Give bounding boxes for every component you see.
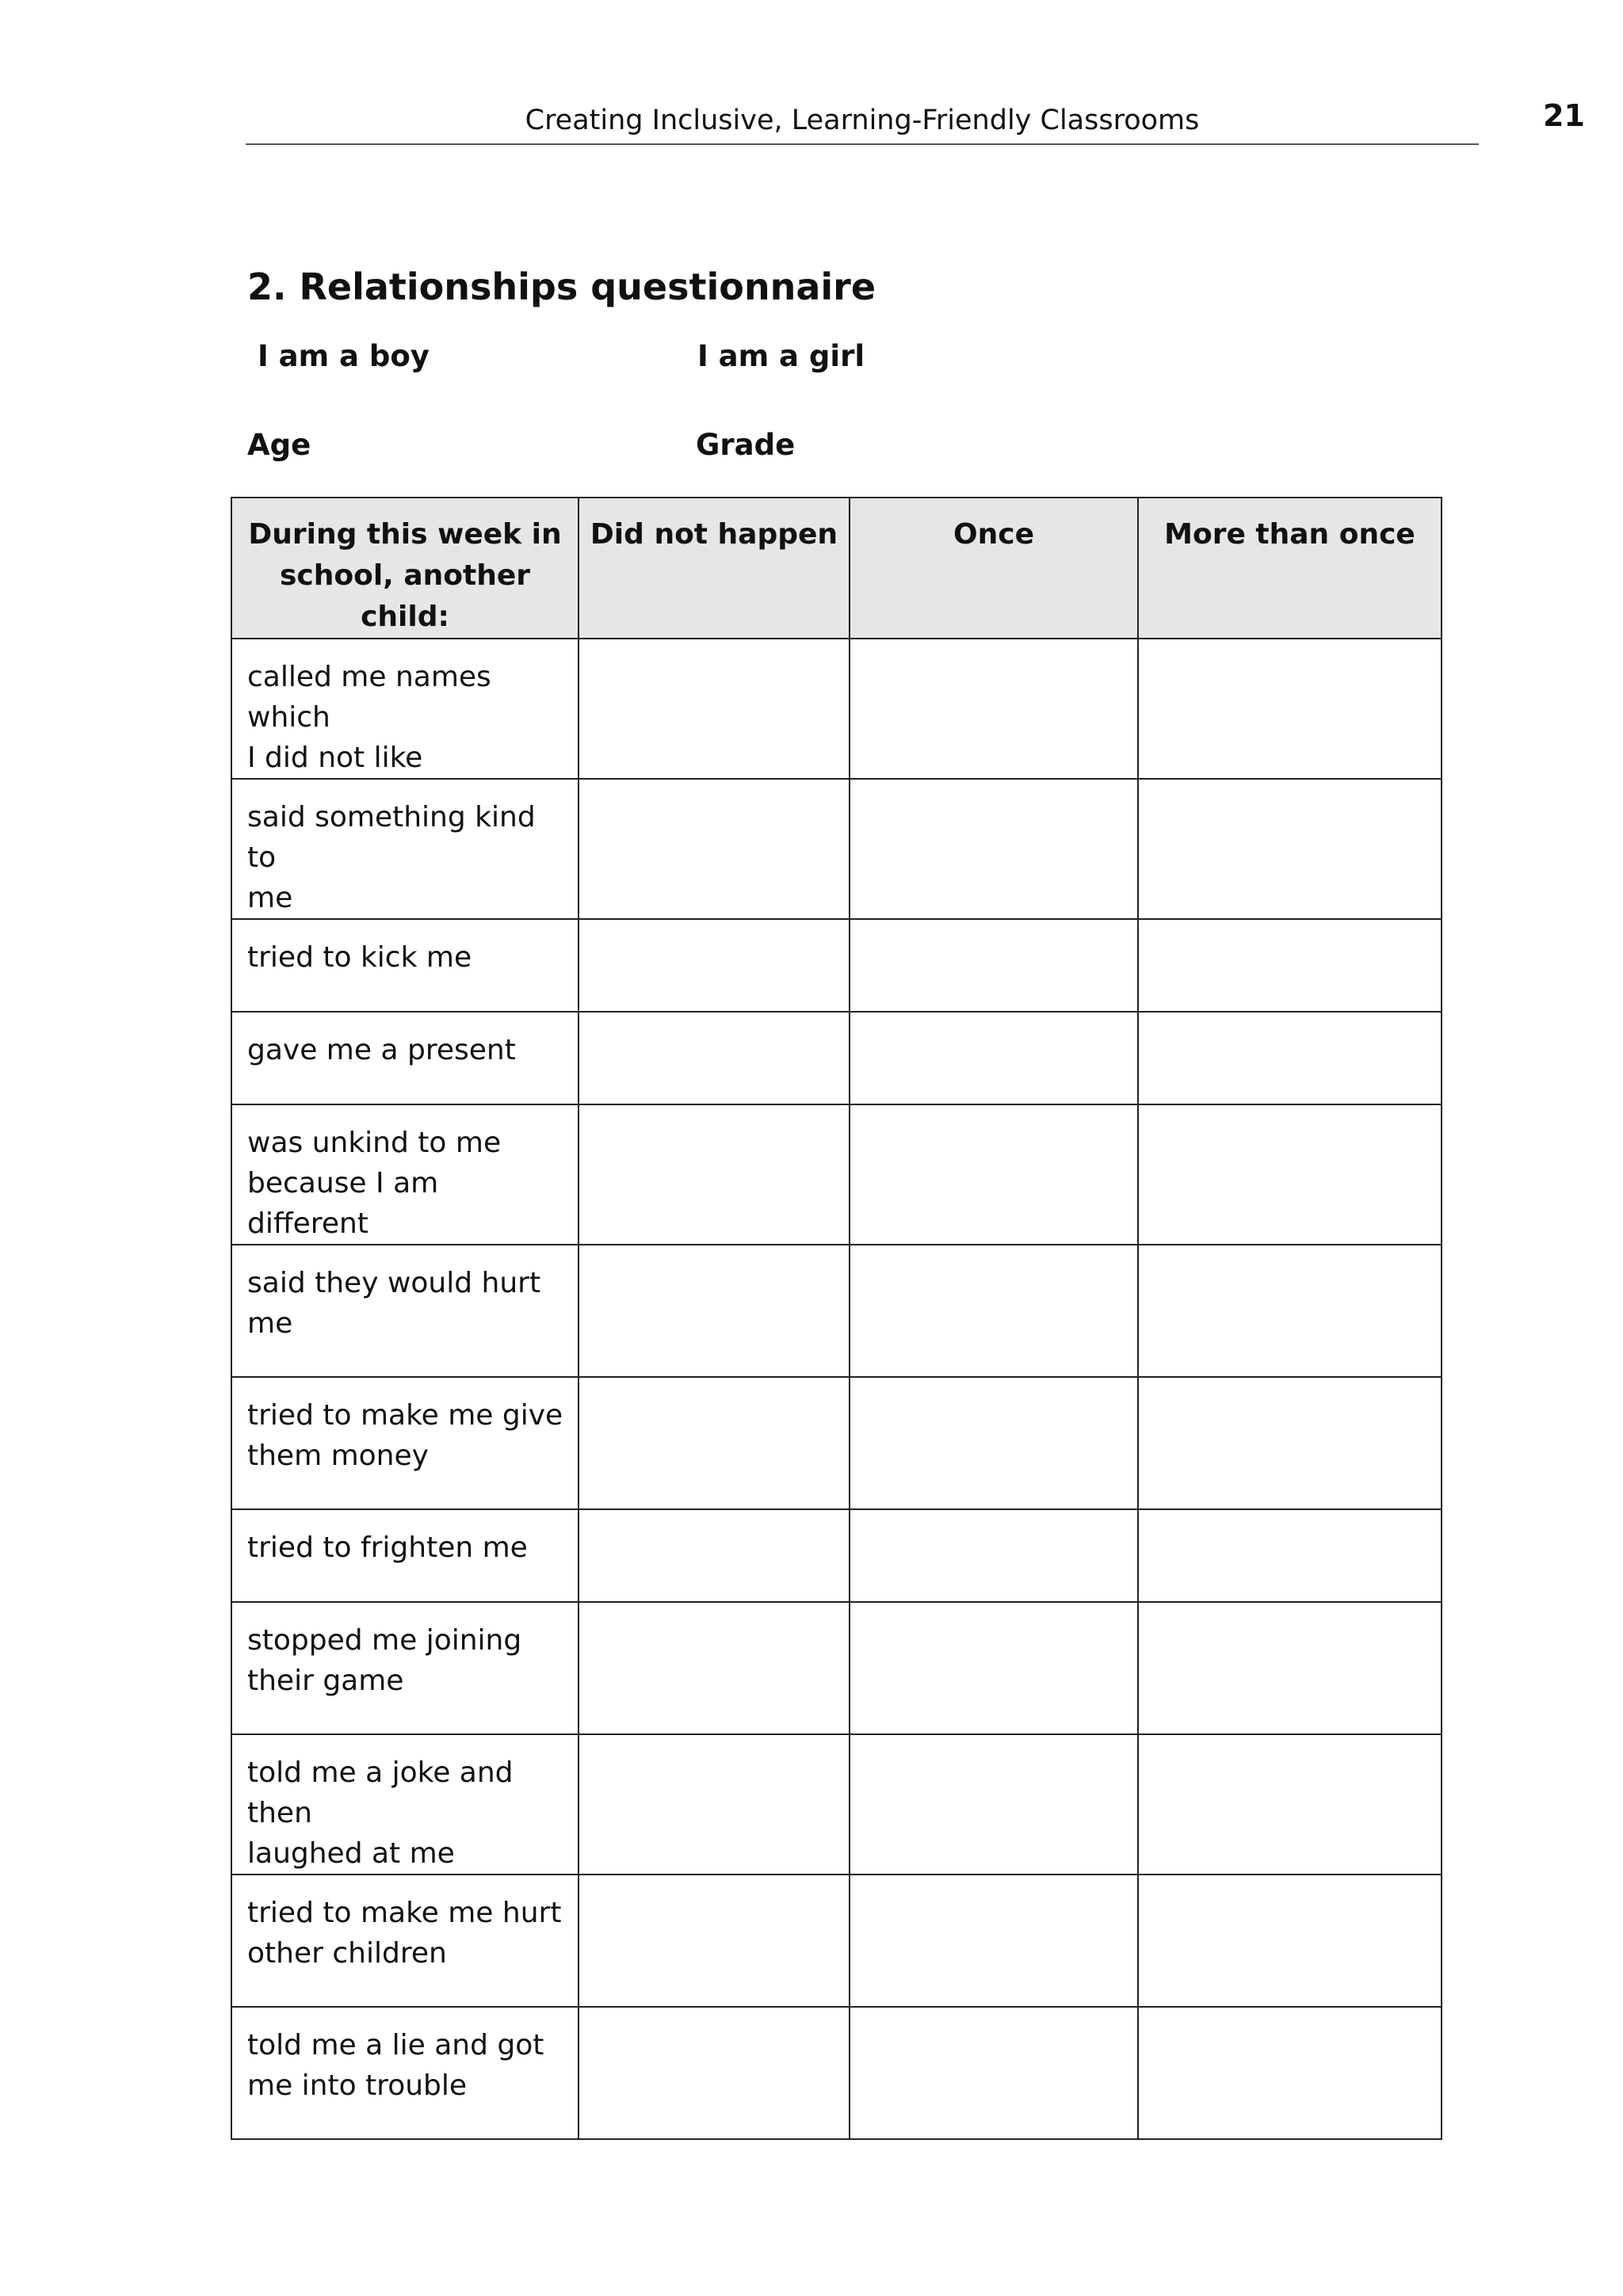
answer-cell-more-than-once[interactable] xyxy=(1138,1104,1442,1245)
answer-cell-once[interactable] xyxy=(850,639,1138,779)
table-row xyxy=(231,1377,1442,1509)
statement-line: was unkind to me xyxy=(247,1127,502,1159)
table-row xyxy=(231,1245,1442,1377)
answer-cell-once[interactable] xyxy=(850,1509,1138,1602)
row-statement xyxy=(231,1875,579,2007)
answer-cell-once[interactable] xyxy=(850,2007,1138,2139)
row-statement xyxy=(231,779,579,919)
header-cell-once: Once xyxy=(850,498,1138,639)
statement-line: gave me a present xyxy=(247,1034,516,1066)
statement-line: I did not like xyxy=(247,742,423,774)
answer-cell-once[interactable] xyxy=(850,1734,1138,1875)
page-number: 21 xyxy=(1543,98,1585,133)
answer-cell-more-than-once[interactable] xyxy=(1138,1245,1442,1377)
statement-line: called me names which xyxy=(247,661,491,734)
table-row xyxy=(231,1734,1442,1875)
answer-cell-once[interactable] xyxy=(850,1602,1138,1734)
statement-line: me xyxy=(247,1307,293,1340)
statement-line: because I am different xyxy=(247,1167,439,1240)
running-header: Creating Inclusive, Learning-Friendly Classrooms xyxy=(525,105,1200,136)
answer-cell-once[interactable] xyxy=(850,1377,1138,1509)
table-row xyxy=(231,1509,1442,1602)
table-row xyxy=(231,1104,1442,1245)
answer-cell-did-not-happen[interactable] xyxy=(579,1734,850,1875)
statement-line: tried to make me give xyxy=(247,1399,563,1432)
answer-cell-more-than-once[interactable] xyxy=(1138,1734,1442,1875)
statement-line: tried to frighten me xyxy=(247,1531,528,1564)
answer-cell-more-than-once[interactable] xyxy=(1138,1377,1442,1509)
table-row xyxy=(231,919,1442,1012)
answer-cell-did-not-happen[interactable] xyxy=(579,1509,850,1602)
row-statement xyxy=(231,2007,579,2139)
table-row xyxy=(231,1602,1442,1734)
answer-cell-more-than-once[interactable] xyxy=(1138,1012,1442,1104)
answer-cell-did-not-happen[interactable] xyxy=(579,1602,850,1734)
table-row xyxy=(231,779,1442,919)
answer-cell-more-than-once[interactable] xyxy=(1138,639,1442,779)
row-statement xyxy=(231,1734,579,1875)
answer-cell-did-not-happen[interactable] xyxy=(579,639,850,779)
table-header-row xyxy=(231,498,1442,639)
row-statement xyxy=(231,1012,579,1104)
statement-line: tried to kick me xyxy=(247,941,472,974)
table-row xyxy=(231,1875,1442,2007)
answer-cell-did-not-happen[interactable] xyxy=(579,1245,850,1377)
answer-cell-did-not-happen[interactable] xyxy=(579,779,850,919)
statement-line: told me a joke and then xyxy=(247,1756,514,1829)
statement-line: their game xyxy=(247,1665,404,1697)
statement-line: laughed at me xyxy=(247,1837,455,1870)
answer-cell-more-than-once[interactable] xyxy=(1138,779,1442,919)
statement-line: them money xyxy=(247,1440,429,1472)
answer-cell-more-than-once[interactable] xyxy=(1138,2007,1442,2139)
statement-line: said they would hurt xyxy=(247,1267,541,1299)
statement-line: me into trouble xyxy=(247,2069,468,2102)
row-statement xyxy=(231,1602,579,1734)
row-statement xyxy=(231,1104,579,1245)
answer-cell-more-than-once[interactable] xyxy=(1138,919,1442,1012)
answer-cell-did-not-happen[interactable] xyxy=(579,1104,850,1245)
statement-line: said something kind to xyxy=(247,801,536,874)
row-statement xyxy=(231,1245,579,1377)
table-row xyxy=(231,1012,1442,1104)
answer-cell-more-than-once[interactable] xyxy=(1138,1509,1442,1602)
header-cell-more-than-once: More than once xyxy=(1138,498,1442,639)
section-title: 2. Relationships questionnaire xyxy=(247,265,876,308)
statement-line: tried to make me hurt xyxy=(247,1897,562,1929)
statement-line: other children xyxy=(247,1937,447,1970)
header-cell-prompt: During this week in school, another child: xyxy=(231,498,579,639)
answer-cell-did-not-happen[interactable] xyxy=(579,1012,850,1104)
row-statement xyxy=(231,1377,579,1509)
answer-cell-more-than-once[interactable] xyxy=(1138,1602,1442,1734)
questionnaire-table xyxy=(231,497,1442,2140)
row-statement xyxy=(231,919,579,1012)
answer-cell-did-not-happen[interactable] xyxy=(579,2007,850,2139)
table-row xyxy=(231,2007,1442,2139)
boy-label: I am a boy xyxy=(258,339,430,373)
answer-cell-once[interactable] xyxy=(850,919,1138,1012)
statement-line: told me a lie and got xyxy=(247,2029,544,2061)
girl-label: I am a girl xyxy=(697,339,865,373)
answer-cell-did-not-happen[interactable] xyxy=(579,1875,850,2007)
header-rule xyxy=(246,143,1479,145)
table-row xyxy=(231,639,1442,779)
answer-cell-once[interactable] xyxy=(850,1012,1138,1104)
answer-cell-once[interactable] xyxy=(850,1104,1138,1245)
answer-cell-did-not-happen[interactable] xyxy=(579,919,850,1012)
statement-line: stopped me joining xyxy=(247,1624,522,1657)
answer-cell-once[interactable] xyxy=(850,1875,1138,2007)
header-cell-did-not-happen: Did not happen xyxy=(579,498,850,639)
grade-label: Grade xyxy=(696,428,796,462)
row-statement xyxy=(231,1509,579,1602)
statement-line: me xyxy=(247,882,293,914)
age-label: Age xyxy=(247,428,311,462)
answer-cell-more-than-once[interactable] xyxy=(1138,1875,1442,2007)
answer-cell-once[interactable] xyxy=(850,1245,1138,1377)
row-statement xyxy=(231,639,579,779)
answer-cell-once[interactable] xyxy=(850,779,1138,919)
answer-cell-did-not-happen[interactable] xyxy=(579,1377,850,1509)
